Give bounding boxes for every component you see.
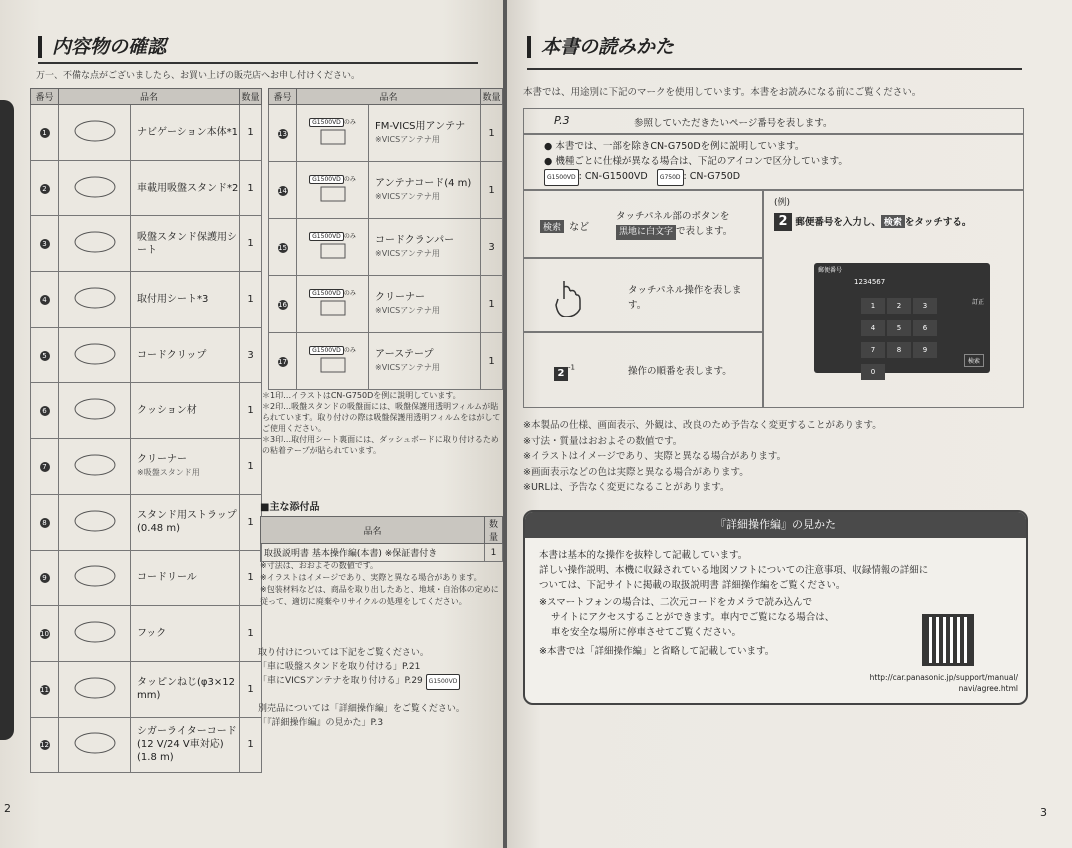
table-row	[269, 333, 503, 390]
right-page	[507, 0, 1072, 848]
item-illustration	[59, 606, 131, 662]
item-number: 2	[31, 160, 59, 216]
keypad-key[interactable]: 9	[913, 342, 937, 358]
example-step: 2 郵便番号を入力し、 検索 をタッチする。	[774, 213, 971, 231]
step-mark: 2	[554, 367, 568, 381]
intro-text: 本書では、用途別に下記のマークを使用しています。本書をお読みになる前にご覧ください。	[523, 87, 922, 98]
model-info	[523, 134, 1024, 190]
notes	[523, 418, 1028, 496]
note: ※寸法・質量はおおよその数値です。	[523, 435, 683, 447]
item-qty: 3	[481, 219, 503, 276]
search-label: 検索	[540, 220, 564, 233]
item-name: クッション材	[131, 383, 240, 439]
button-mark-row: 検索 など タッチパネル部のボタンを 黒地に白文字 で表します。	[523, 190, 763, 258]
install-section	[258, 646, 503, 730]
item-qty: 1	[240, 383, 262, 439]
item-illustration	[59, 272, 131, 328]
item-illustration	[59, 717, 131, 773]
footnote: ＊3印…取付用シート裏面には、ダッシュボードに取り付けるための粘着テープが貼られています。	[262, 435, 499, 455]
item-name: フック	[131, 606, 240, 662]
table-row	[269, 276, 503, 333]
notes-2	[260, 560, 503, 608]
detail-text: 本書は基本的な操作を抜粋して記載しています。 詳しい操作説明、本機に収録されている地図ソフトについての注意事項、収録情報の詳細に ついては、下記サイトに掲載の取扱説明書 詳細操作編をご覧ください。 ※スマートフォンの場合は、二次元コードをカメラで読み込んで サイトにアクセスすることができます。車内でご覧になる場合は、 車を安全な場所に停車させてご覧ください。 ※本書では「詳細操作編」と省略して記載しています。	[539, 550, 929, 657]
item-qty: 1	[240, 160, 262, 216]
item-number: 1	[31, 105, 59, 161]
ref-mark-row	[523, 108, 1024, 134]
page-number: 3	[1040, 806, 1047, 819]
left-page	[0, 0, 503, 848]
item-name: コードリール	[131, 550, 240, 606]
item-number: 14	[269, 162, 297, 219]
item-illustration	[59, 439, 131, 495]
item-qty: 1	[240, 661, 262, 717]
acc-col-name: 品名	[261, 517, 485, 544]
bullet: ● 機種ごとに仕様が異なる場合は、下記のアイコンで区分しています。	[544, 156, 848, 167]
note: ※寸法は、おおよその数値です。	[260, 561, 379, 570]
item-qty: 1	[240, 439, 262, 495]
keypad-key[interactable]: 0	[861, 364, 885, 380]
detail-title: 『詳細操作編』の見かた	[525, 512, 1026, 538]
footnotes	[262, 390, 502, 456]
item-illustration	[59, 550, 131, 606]
item-name: アーステープ ※VICSアンテナ用	[369, 333, 481, 390]
item-illustration: G1500VD のみ	[297, 333, 369, 390]
item-number: 4	[31, 272, 59, 328]
item-number: 9	[31, 550, 59, 606]
acc-row-qty: 1	[485, 544, 503, 562]
item-number: 3	[31, 216, 59, 272]
item-illustration: G1500VD のみ	[297, 105, 369, 162]
keypad-key[interactable]: 5	[887, 320, 911, 336]
item-name: 吸盤スタンド保護用シート	[131, 216, 240, 272]
table-row	[31, 160, 262, 216]
note: ※イラストはイメージであり、実際と異なる場合があります。	[523, 451, 787, 462]
step-desc: 操作の順番を表します。	[628, 366, 732, 377]
item-illustration	[59, 105, 131, 161]
screen-title: 郵便番号	[818, 267, 843, 274]
table-row	[31, 606, 262, 662]
item-number: 10	[31, 606, 59, 662]
item-name: コードクランパー ※VICSアンテナ用	[369, 219, 481, 276]
table-row	[31, 717, 262, 773]
table-row	[269, 105, 503, 162]
item-illustration: G1500VD のみ	[297, 276, 369, 333]
item-illustration	[59, 661, 131, 717]
page-number: 2	[4, 802, 11, 815]
touch-mark-row	[523, 258, 763, 332]
item-qty: 3	[240, 327, 262, 383]
item-qty: 1	[240, 717, 262, 773]
keypad-key[interactable]: 6	[913, 320, 937, 336]
table-row	[31, 550, 262, 606]
ref-mark: P.3	[554, 114, 570, 127]
example-screen	[814, 263, 990, 376]
device-edge	[0, 100, 14, 740]
item-name: 取付用シート*3	[131, 272, 240, 328]
item-number: 17	[269, 333, 297, 390]
touch-op-desc: タッチパネル操作を表します。	[628, 285, 742, 311]
keypad-key[interactable]: 8	[887, 342, 911, 358]
acc-row-name: 取扱説明書 基本操作編(本書) ※保証書付き	[261, 544, 485, 562]
item-qty: 1	[481, 162, 503, 219]
item-illustration	[59, 383, 131, 439]
footnote: ＊2印…吸盤スタンドの吸盤面には、吸盤保護用透明フィルムが貼られています。取り付けの際は吸盤保護用透明フィルムをはがしてご使用ください。	[262, 402, 501, 433]
item-illustration	[59, 216, 131, 272]
item-number: 6	[31, 383, 59, 439]
table-row	[31, 105, 262, 161]
item-name: FM-VICS用アンテナ ※VICSアンテナ用	[369, 105, 481, 162]
detail-box	[523, 510, 1028, 705]
item-qty: 1	[240, 272, 262, 328]
item-number: 15	[269, 219, 297, 276]
item-qty: 1	[240, 606, 262, 662]
item-qty: 1	[240, 494, 262, 550]
install-intro: 取り付けについては下記をご覧ください。	[258, 648, 429, 658]
touch-desc: タッチパネル部のボタンを 黒地に白文字 で表します。	[616, 209, 732, 240]
item-name: コードクリップ	[131, 327, 240, 383]
keypad-key[interactable]: 1	[861, 298, 885, 314]
table-row	[31, 383, 262, 439]
note: ※包装材料などは、商品を取り出したあと、地域・自治体の定めに従って、適切に廃棄やリサイクルの処理をしてください。	[260, 585, 499, 606]
item-qty: 1	[481, 105, 503, 162]
col-num: 番号	[31, 89, 59, 105]
item-illustration	[59, 160, 131, 216]
qr-code-icon	[922, 614, 974, 666]
search-button[interactable]: 検索	[964, 354, 984, 367]
acc-col-qty: 数量	[485, 517, 503, 544]
step-mark-row: $2^{-1}$ 操作の順番を表します。	[523, 332, 763, 408]
example-label: (例)	[774, 198, 791, 208]
ref-desc: 参照していただきたいページ番号を表します。	[634, 118, 833, 129]
keypad-key[interactable]: 3	[913, 298, 937, 314]
item-qty: 1	[240, 105, 262, 161]
col-name: 品名	[59, 89, 240, 105]
col-num: 番号	[269, 89, 297, 105]
table-row	[269, 162, 503, 219]
item-name: アンテナコード(4 m) ※VICSアンテナ用	[369, 162, 481, 219]
note: ※URLは、予告なく変更になることがあります。	[523, 482, 730, 493]
item-qty: 1	[240, 216, 262, 272]
item-illustration: G1500VD のみ	[297, 219, 369, 276]
item-illustration	[59, 327, 131, 383]
table-row	[31, 327, 262, 383]
item-name: タッピンねじ(φ3×12 mm)	[131, 661, 240, 717]
keypad-key[interactable]: 7	[861, 342, 885, 358]
accessories-title: ■主な添付品	[260, 502, 320, 513]
page-title: 内容物の確認	[38, 36, 166, 58]
separate-intro: 別売品については「詳細操作編」をご覧ください。	[258, 704, 465, 714]
title-rule	[38, 62, 478, 64]
model-badge: G750D	[657, 169, 684, 186]
install-link[interactable]: 「車に吸盤スタンドを取り付ける」P.21	[258, 662, 421, 672]
item-number: 7	[31, 439, 59, 495]
item-number: 8	[31, 494, 59, 550]
item-qty: 1	[240, 550, 262, 606]
title-rule	[527, 68, 1022, 70]
page-title: 本書の読みかた	[527, 36, 674, 58]
install-link[interactable]: 「車にVICSアンテナを取り付ける」P.29 G1500VD	[258, 674, 503, 690]
keypad	[860, 293, 938, 381]
manual-url[interactable]: http://car.panasonic.jp/support/manual/navi/agree.html	[869, 673, 1018, 693]
item-illustration: G1500VD のみ	[297, 162, 369, 219]
model-badge: G1500VD	[426, 674, 461, 690]
item-qty: 1	[481, 276, 503, 333]
item-number: 12	[31, 717, 59, 773]
item-number: 13	[269, 105, 297, 162]
item-name: クリーナー ※VICSアンテナ用	[369, 276, 481, 333]
item-number: 16	[269, 276, 297, 333]
intro-text: 万一、不備な点がございましたら、お買い上げの販売店へお申し付けください。	[36, 71, 361, 81]
screen-digits: 1234567	[854, 278, 886, 286]
item-name: 車載用吸盤スタンド*2	[131, 160, 240, 216]
note: ※イラストはイメージであり、実際と異なる場合があります。	[260, 573, 482, 582]
correct-button[interactable]: 訂正	[971, 299, 984, 306]
table-row	[31, 216, 262, 272]
keypad-key[interactable]: 4	[861, 320, 885, 336]
keypad-key[interactable]: 2	[887, 298, 911, 314]
item-name: クリーナー ※吸盤スタンド用	[131, 439, 240, 495]
col-qty: 数量	[240, 89, 262, 105]
item-number: 5	[31, 327, 59, 383]
note: ※画面表示などの色は実際と異なる場合があります。	[523, 466, 749, 478]
model-badge: G1500VD	[544, 169, 579, 186]
item-name: スタンド用ストラップ(0.48 m)	[131, 494, 240, 550]
table-row	[269, 219, 503, 276]
table-row	[31, 439, 262, 495]
model-row: G1500VD : CN-G1500VD G750D : CN-G750D	[544, 169, 1003, 186]
table-row	[31, 661, 262, 717]
note: ※本製品の仕様、画面表示、外観は、改良のため予告なく変更することがあります。	[523, 420, 882, 431]
table-row	[31, 272, 262, 328]
col-name: 品名	[297, 89, 481, 105]
table-row	[31, 494, 262, 550]
item-name: シガーライターコード(12 V/24 V車対応)(1.8 m)	[131, 717, 240, 773]
separate-link[interactable]: 「『詳細操作編』の見かた」P.3	[258, 718, 384, 728]
item-name: ナビゲーション本体*1	[131, 105, 240, 161]
item-illustration	[59, 494, 131, 550]
accessories-table	[260, 516, 503, 562]
finger-icon	[554, 277, 584, 317]
example-panel	[763, 190, 1024, 408]
bullet: ● 本書では、一部を除きCN-G750Dを例に説明しています。	[544, 141, 805, 152]
footnote: ＊1印…イラストはCN-G750Dを例に説明しています。	[262, 391, 461, 400]
item-qty: 1	[481, 333, 503, 390]
item-number: 11	[31, 661, 59, 717]
contents-table-2	[268, 88, 503, 390]
col-qty: 数量	[481, 89, 503, 105]
contents-table	[30, 88, 262, 773]
